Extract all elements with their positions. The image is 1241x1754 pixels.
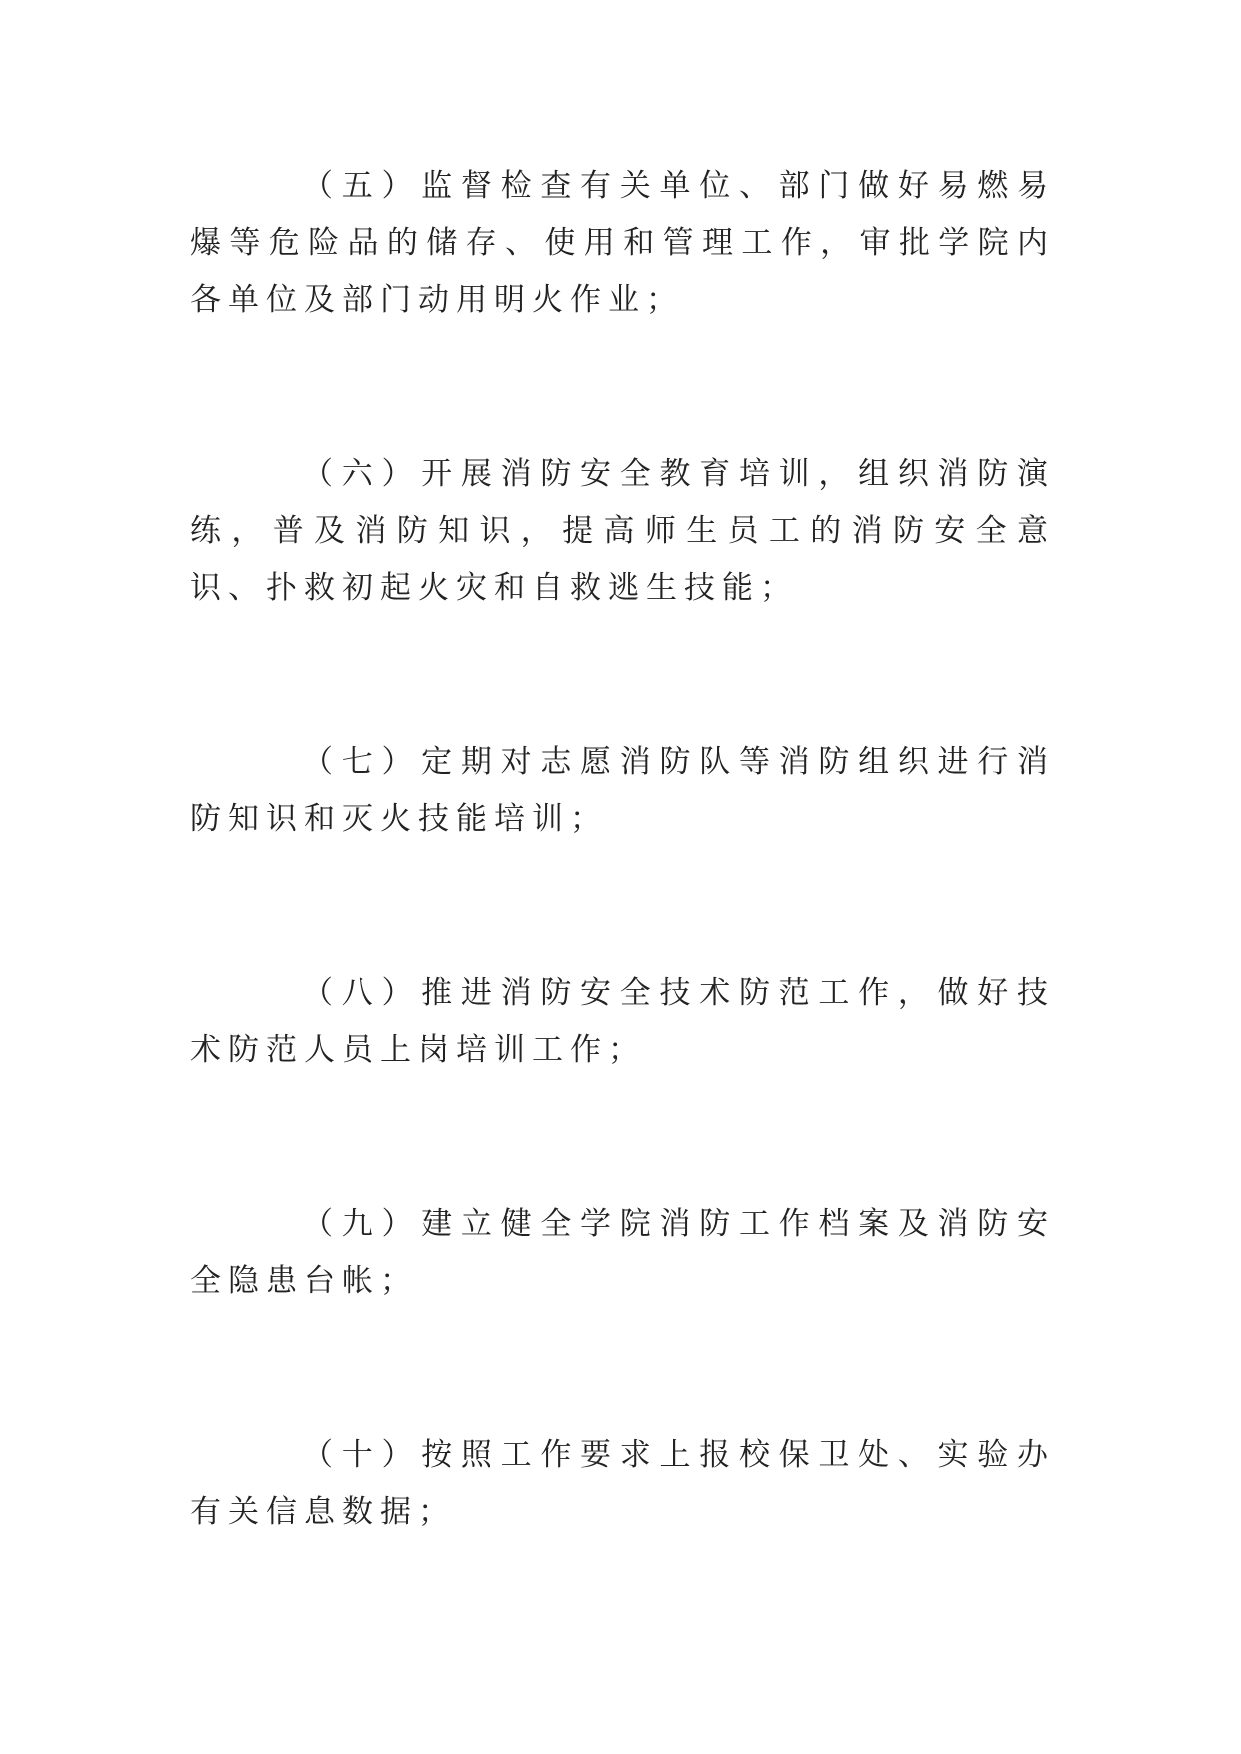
paragraph-item-7: （七）定期对志愿消防队等消防组织进行消防知识和灭火技能培训；	[190, 744, 1055, 837]
paragraph-item-5: （五）监督检查有关单位、部门做好易燃易爆等危险品的储存、使用和管理工作，审批学院内各单位及部门动用明火作业；	[190, 168, 1055, 318]
paragraph-item-6: （六）开展消防安全教育培训，组织消防演练，普及消防知识，提高师生员工的消防安全意识、扑救初起火灾和自救逃生技能；	[190, 456, 1055, 606]
paragraph-item-9: （九）建立健全学院消防工作档案及消防安全隐患台帐；	[190, 1206, 1055, 1299]
paragraph-item-8: （八）推进消防安全技术防范工作，做好技术防范人员上岗培训工作；	[190, 975, 1055, 1068]
paragraph-item-10: （十）按照工作要求上报校保卫处、实验办有关信息数据；	[190, 1437, 1055, 1530]
